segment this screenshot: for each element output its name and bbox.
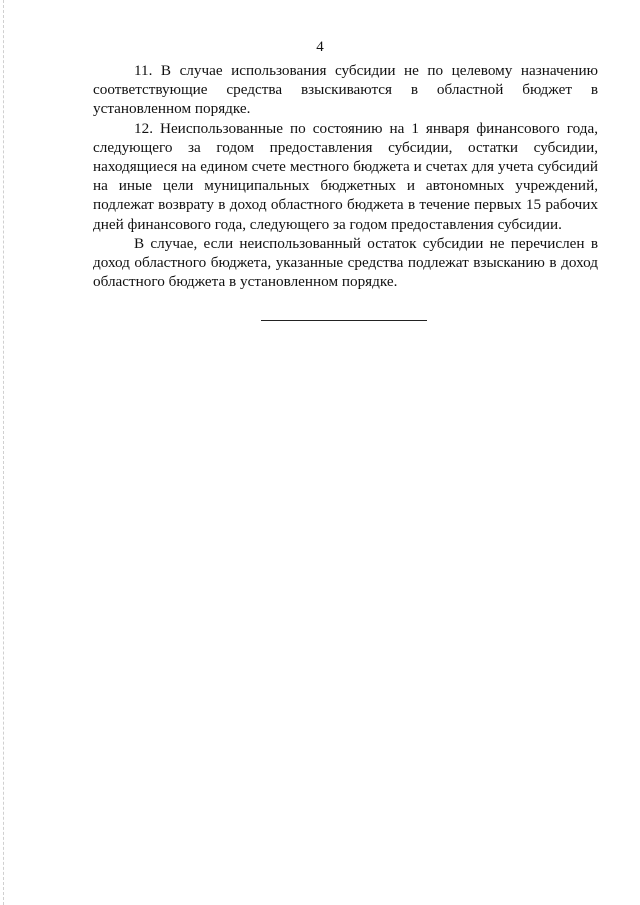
end-separator-line: [261, 320, 427, 321]
paragraph-12: 12. Неиспользованные по состоянию на 1 января финансового года, следующего за годом предоставления субсидии, остатки субсидии, находящиеся на едином счете местного бюджета и счетах для учета субсидий на иные цели муниципальных бюджетных и автономных учреждений, подлежат возврату в доход областного бюджета в течение первых 15 рабочих дней финансового года, следующего за годом предоставления субсидии.: [93, 119, 598, 233]
page-number: 4: [316, 39, 324, 55]
document-body: [93, 61, 598, 291]
paragraph-11: 11. В случае использования субсидии не по целевому назначению соответствующие средства взыскиваются в областной бюджет в установленном порядке.: [93, 62, 598, 118]
paragraph-unused-balance: В случае, если неиспользованный остаток субсидии не перечислен в доход областного бюджета, указанные средства подлежат взысканию в доход областного бюджета в установленном порядке.: [93, 234, 598, 291]
scan-edge-line: [3, 0, 4, 905]
